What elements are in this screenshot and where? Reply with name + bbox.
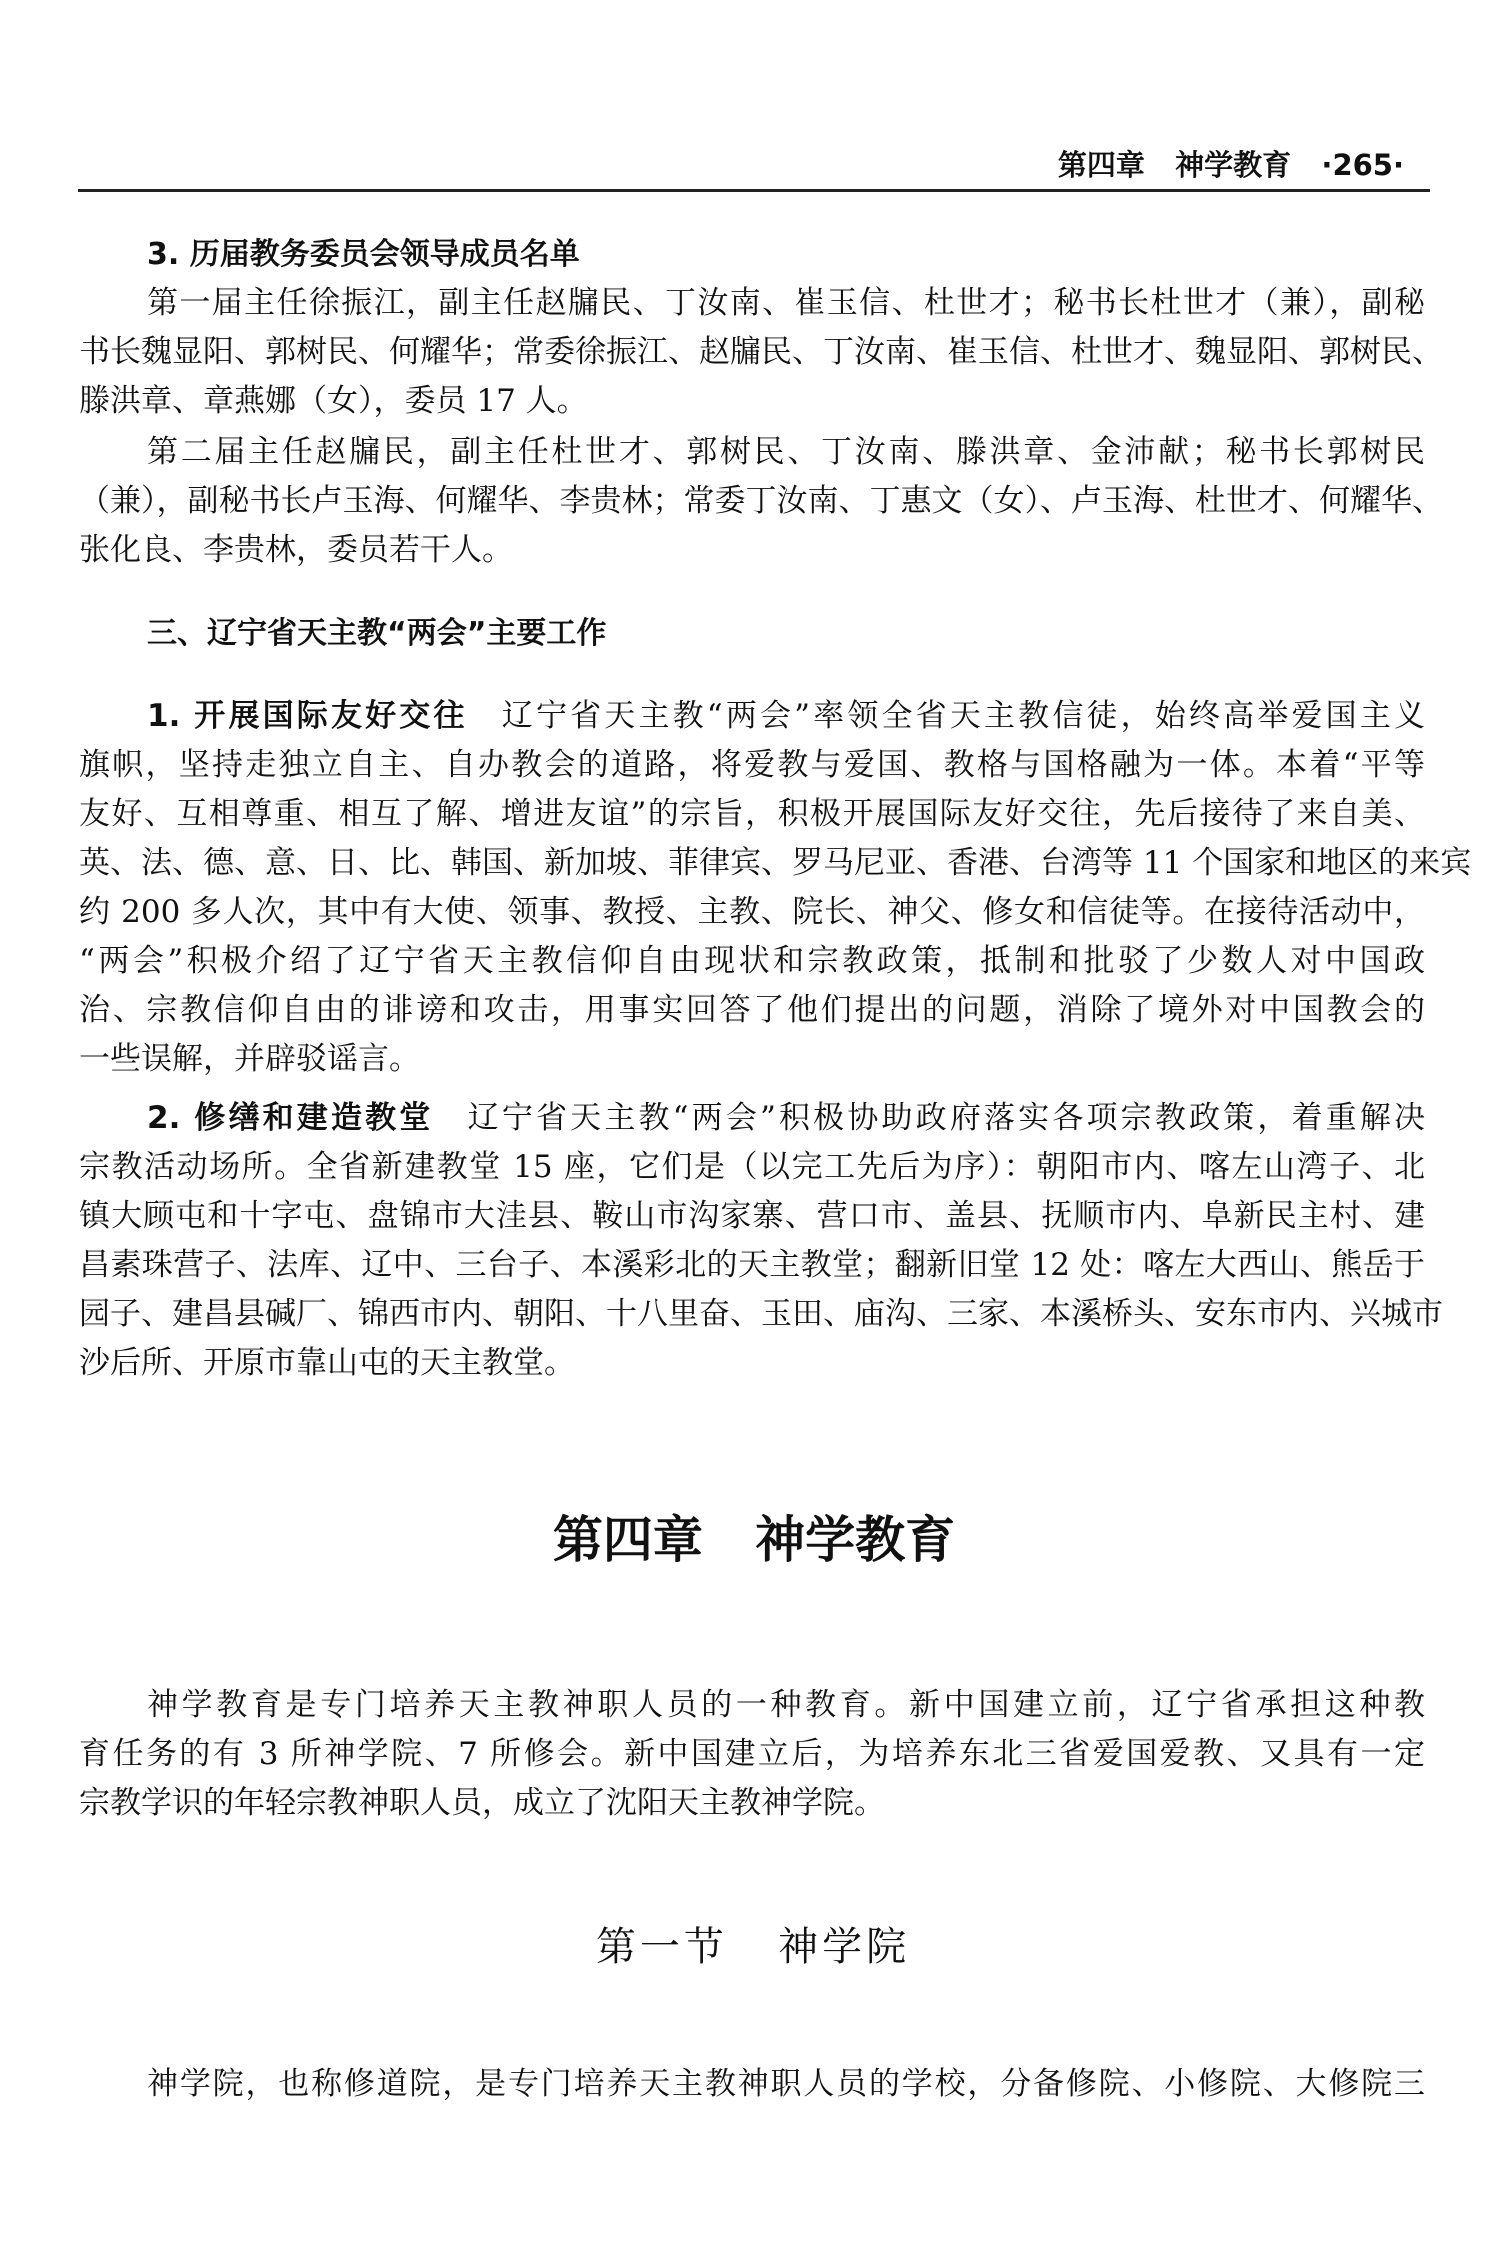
line-text: 园子、建昌县碱厂、锦西市内、朝阳、十八里奋、玉田、庙沟、三家、本溪桥头、安东市内、兴城市 xyxy=(79,1296,1443,1332)
text-line xyxy=(147,428,1425,477)
line-text: 张化良、李贵林，委员若干人。 xyxy=(79,532,513,568)
section-heading: 3. 历届教务委员会领导成员名单 xyxy=(147,237,580,272)
text-line xyxy=(147,1681,1425,1730)
text-line xyxy=(147,279,1425,328)
line-text: 英、法、德、意、日、比、韩国、新加坡、菲律宾、罗马尼亚、香港、台湾等 11 个国家和地区的来宾 xyxy=(79,845,1472,881)
text-line xyxy=(79,1290,1443,1339)
text-line xyxy=(79,1339,1425,1388)
item-lead: 1. 开展国际友好交往 xyxy=(147,698,468,734)
text-line xyxy=(79,790,1425,839)
text-line xyxy=(79,1241,1425,1290)
text-line xyxy=(79,1779,1425,1828)
line-text: 辽宁省天主教“两会”积极协助政府落实各项宗教政策，着重解决 xyxy=(433,1100,1426,1136)
line-text: 神学院，也称修道院，是专门培养天主教神职人员的学校，分备修院、小修院、大修院三 xyxy=(147,2066,1425,2102)
section-heading: 三、辽宁省天主教“两会”主要工作 xyxy=(147,616,607,651)
text-line xyxy=(79,526,1425,575)
text-line xyxy=(79,937,1425,986)
line-text: “两会”积极介绍了辽宁省天主教信仰自由现状和宗教政策，抵制和批驳了少数人对中国政 xyxy=(79,943,1425,979)
text-line xyxy=(79,986,1425,1035)
text-line xyxy=(79,888,1425,937)
text-line xyxy=(79,1035,1425,1084)
text-line xyxy=(147,1094,1425,1143)
line-text: 育任务的有 3 所神学院、7 所修会。新中国建立后，为培养东北三省爱国爱教、又具有一定 xyxy=(79,1736,1425,1772)
text-line xyxy=(79,477,1443,526)
item-lead: 2. 修缮和建造教堂 xyxy=(147,1100,434,1136)
line-text: 镇大顾屯和十字屯、盘锦市大洼县、鞍山市沟家寨、营口市、盖县、抚顺市内、阜新民主村、建 xyxy=(79,1198,1425,1234)
section-title: 第一节 神学院 xyxy=(595,1924,911,1970)
text-line xyxy=(79,1143,1425,1192)
line-text: 滕洪章、章燕娜（女），委员 17 人。 xyxy=(79,383,588,419)
line-text: 一些误解，并辟驳谣言。 xyxy=(79,1041,420,1077)
text-line xyxy=(79,1192,1425,1241)
running-header: 第四章 神学教育 ·265· xyxy=(1057,148,1404,182)
text-line xyxy=(147,692,1425,741)
line-text: 辽宁省天主教“两会”率领全省天主教信徒，始终高举爱国主义 xyxy=(467,698,1425,734)
text-line xyxy=(79,1730,1425,1779)
header-rule xyxy=(78,189,1430,192)
line-text: 神学教育是专门培养天主教神职人员的一种教育。新中国建立前，辽宁省承担这种教 xyxy=(147,1687,1425,1723)
chapter-title: 第四章 神学教育 xyxy=(552,1511,956,1569)
line-text: 昌素珠营子、法库、辽中、三台子、本溪彩北的天主教堂；翻新旧堂 12 处：喀左大西山、熊岳于 xyxy=(79,1247,1425,1283)
text-line xyxy=(79,377,1425,426)
line-text: 沙后所、开原市靠山屯的天主教堂。 xyxy=(79,1345,575,1381)
text-line xyxy=(147,2060,1425,2109)
line-text: 宗教学识的年轻宗教神职人员，成立了沈阳天主教神学院。 xyxy=(79,1785,885,1821)
line-text: 旗帜，坚持走独立自主、自办教会的道路，将爱教与爱国、教格与国格融为一体。本着“平等 xyxy=(79,747,1425,783)
text-line xyxy=(79,839,1472,888)
text-line xyxy=(79,741,1425,790)
line-text: 治、宗教信仰自由的诽谤和攻击，用事实回答了他们提出的问题，消除了境外对中国教会的 xyxy=(79,992,1425,1028)
line-text: 友好、互相尊重、相互了解、增进友谊”的宗旨，积极开展国际友好交往，先后接待了来自美、 xyxy=(79,796,1425,832)
line-text: 宗教活动场所。全省新建教堂 15 座，它们是（以完工先后为序）：朝阳市内、喀左山湾子、北 xyxy=(79,1149,1425,1185)
line-text: 第一届主任徐振江，副主任赵牖民、丁汝南、崔玉信、杜世才；秘书长杜世才（兼），副秘 xyxy=(147,285,1425,321)
text-line xyxy=(79,328,1443,377)
line-text: 约 200 多人次，其中有大使、领事、教授、主教、院长、神父、修女和信徒等。在接待活动中， xyxy=(79,894,1425,930)
line-text: 书长魏显阳、郭树民、何耀华；常委徐振江、赵牖民、丁汝南、崔玉信、杜世才、魏显阳、郭树民、 xyxy=(79,334,1443,370)
line-text: 第二届主任赵牖民，副主任杜世才、郭树民、丁汝南、滕洪章、金沛献；秘书长郭树民 xyxy=(147,434,1425,470)
line-text: （兼），副秘书长卢玉海、何耀华、李贵林；常委丁汝南、丁惠文（女）、卢玉海、杜世才、何耀华、 xyxy=(79,483,1443,519)
